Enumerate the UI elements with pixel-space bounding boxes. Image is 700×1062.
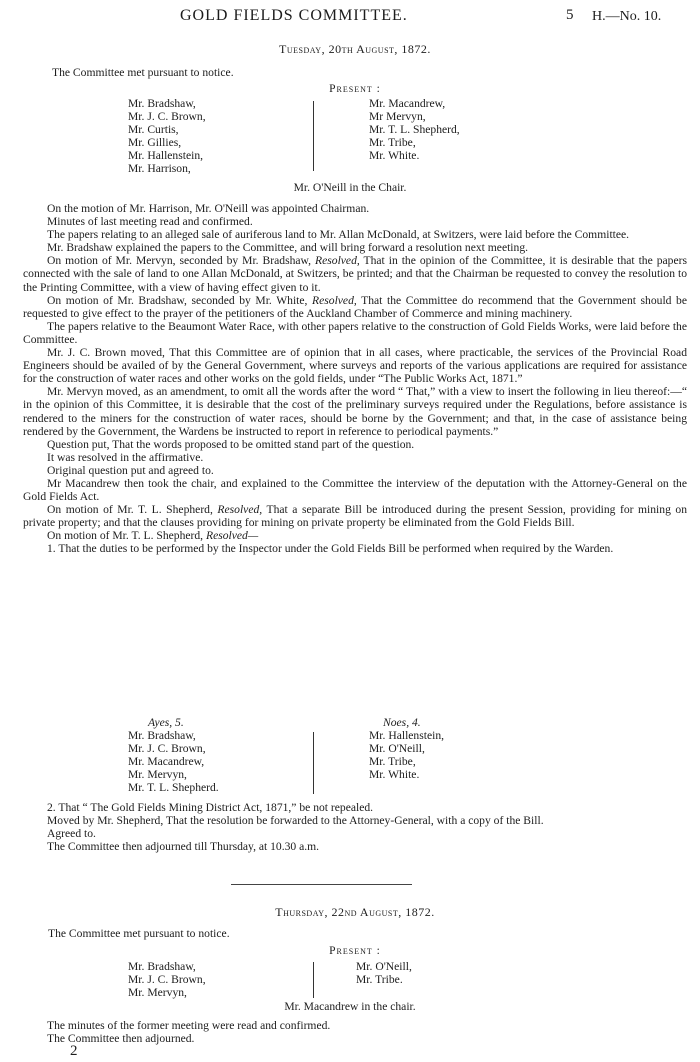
member-name: Mr. Tribe, [369,136,416,150]
member-name: Mr. Hallenstein, [128,149,204,163]
minute-paragraph [23,503,687,529]
column-divider [313,962,314,998]
member-name: Mr. O'Neill, [369,742,425,756]
present-list [0,97,660,177]
meeting-intro: The Committee met pursuant to notice. [52,66,234,79]
meeting-date: Tuesday, 20th August, 1872. [279,42,431,56]
minute-paragraph: 2. That “ The Gold Fields Mining District Act, 1871,” be not repealed. [47,801,374,814]
division-list [0,716,660,796]
member-name: Mr. T. L. Shepherd, [369,123,460,137]
minute-paragraph: The papers relating to an alleged sale of auriferous land to Mr. Allan McDonald, at Switzers, were laid before the Committee. [47,228,630,242]
resolved-word: Resolved, [312,293,357,307]
member-name: Mr. Bradshaw, [128,97,196,110]
motion-text: On motion of Mr. T. L. Shepherd, [47,529,204,543]
motion-text: On motion of Mr. Bradshaw, seconded by Mr. White, [47,293,308,307]
present-heading: Present : [329,83,381,95]
ayes-column [128,716,219,795]
minute-paragraph: Agreed to. [47,827,96,841]
member-name: Mr. J. C. Brown, [128,742,206,756]
minutes-body [23,202,687,556]
member-name: Mr. White. [369,149,420,163]
motion-text: On motion of Mr. Mervyn, seconded by Mr. Bradshaw, [47,254,312,268]
minute-paragraph: It was resolved in the affirmative. [47,450,204,464]
member-name: Mr Mervyn, [369,110,426,124]
member-name: Mr. White. [369,768,420,782]
member-name: Mr. Macandrew, [128,755,205,769]
member-name: Mr. Macandrew, [369,97,446,110]
motion-text: That a separate Bill be introduced during the present Session, providing for mining on private property; and that the clauses providing for mining on private property be eliminated from the Gold Fields Bill. [23,503,687,530]
present-heading: Present : [329,945,381,957]
minute-paragraph: Original question put and agreed to. [47,463,214,477]
resolved-word: Resolved, [315,254,360,268]
motion-text: On motion of Mr. T. L. Shepherd, [47,503,213,517]
paper-reference: H.—No. 10. [592,9,662,24]
present-list [0,960,660,1005]
minute-paragraph [23,294,687,320]
noes-heading: Noes, 4. [383,716,421,729]
minute-paragraph: Question put, That the words proposed to be omitted stand part of the question. [47,437,415,451]
present-right-column [356,960,412,986]
minute-paragraph: Mr. J. C. Brown moved, That this Committee are of opinion that in all cases, where practicable, the services of the Provincial Road Engineers should be availed of by the General Government, where surveys and reports of the various applications are required for assistance for the construction of water races and other works on the gold fields, under “The Public Works Act, 1871.” [23,346,687,386]
minute-paragraph [23,254,687,293]
present-left-column [128,97,206,176]
member-name: Mr. Tribe. [356,973,403,987]
page-number: 5 [566,7,574,23]
minute-paragraph: The Committee then adjourned till Thursday, at 10.30 a.m. [47,840,320,854]
document-title: GOLD FIELDS COMMITTEE. [180,7,408,24]
member-name: Mr. Harrison, [128,162,191,176]
member-name: Mr. Bradshaw, [128,729,196,743]
chair-line: Mr. Macandrew in the chair. [284,1000,416,1013]
meeting-intro: The Committee met pursuant to notice. [48,927,230,940]
minute-paragraph: Moved by Mr. Shepherd, That the resolution be forwarded to the Attorney-General, with a copy of the Bill. [47,814,544,828]
chair-line: Mr. O'Neill in the Chair. [293,181,407,194]
member-name: Mr. J. C. Brown, [128,973,206,987]
resolved-word: Resolved, [217,503,263,517]
member-name: Mr. Tribe, [369,755,416,769]
minute-paragraph: The minutes of the former meeting were read and confirmed. [47,1019,331,1032]
present-left-column [128,960,206,999]
minute-paragraph: Mr. Bradshaw explained the papers to the Committee, and will bring forward a resolution next meeting. [47,241,529,255]
minute-paragraph: On the motion of Mr. Harrison, Mr. O'Neill was appointed Chairman. [47,202,370,215]
section-divider [231,884,412,885]
minute-paragraph: Mr Macandrew then took the chair, and explained to the Committee the interview of the deputation with the Attorney-General on the Gold Fields Act. [23,476,687,504]
member-name: Mr. Hallenstein, [369,729,445,743]
folio-number: 2 [70,1043,78,1059]
resolved-word: Resolved— [205,529,259,543]
minutes-body-continued [23,801,687,853]
motion-text: That the Committee do recommend that the Government should be requested to give effect to the prayer of the petitioners of the Auckland Chamber of Commerce and mining machinery. [23,293,687,320]
member-name: Mr. T. L. Shepherd. [128,781,219,795]
minute-paragraph: The papers relative to the Beaumont Water Race, with other papers relative to the construction of Gold Fields Works, were laid before the Committee. [23,319,687,346]
member-name: Mr. Gillies, [128,136,182,150]
member-name: Mr. O'Neill, [356,960,412,973]
member-name: Mr. Mervyn, [128,986,187,1000]
column-divider [313,732,314,794]
minute-paragraph: The Committee then adjourned. [47,1032,195,1046]
meeting-date: Thursday, 22nd August, 1872. [275,905,435,919]
ayes-heading: Ayes, 5. [148,716,184,729]
present-right-column [369,97,460,162]
minute-paragraph: Mr. Mervyn moved, as an amendment, to omit all the words after the word “ That,” with a view to insert the following in lieu thereof:—“ in the opinion of this Committee, it is desirable that the cost of the preliminary surveys required under the Regulations, before assistance is rendered to the miners for the construction of water races, should be borne by the Government; and that, in the case of assistance being rendered by the Government, the Wardens be instructed to report in reference to periodical payments.” [23,385,687,438]
column-divider [313,101,314,171]
noes-column [369,716,444,781]
minute-paragraph: 1. That the duties to be performed by the Inspector under the Gold Fields Bill be performed when required by the Warden. [47,542,614,556]
minute-paragraph: Minutes of last meeting read and confirmed. [47,215,253,229]
member-name: Mr. Bradshaw, [128,960,196,973]
member-name: Mr. Mervyn, [128,768,187,782]
motion-text: That in the opinion of the Committee, it is desirable that the papers connected with the sale of land to one Allan McDonald, at Switzers, be printed; and that the Chairman be requested to convey the resolution to the Printing Committee, with a view of having effect given to it. [23,254,687,294]
member-name: Mr. Curtis, [128,123,179,137]
page-header [0,9,700,27]
minute-paragraph [23,529,687,542]
member-name: Mr. J. C. Brown, [128,110,206,124]
minutes-body [23,1019,687,1045]
